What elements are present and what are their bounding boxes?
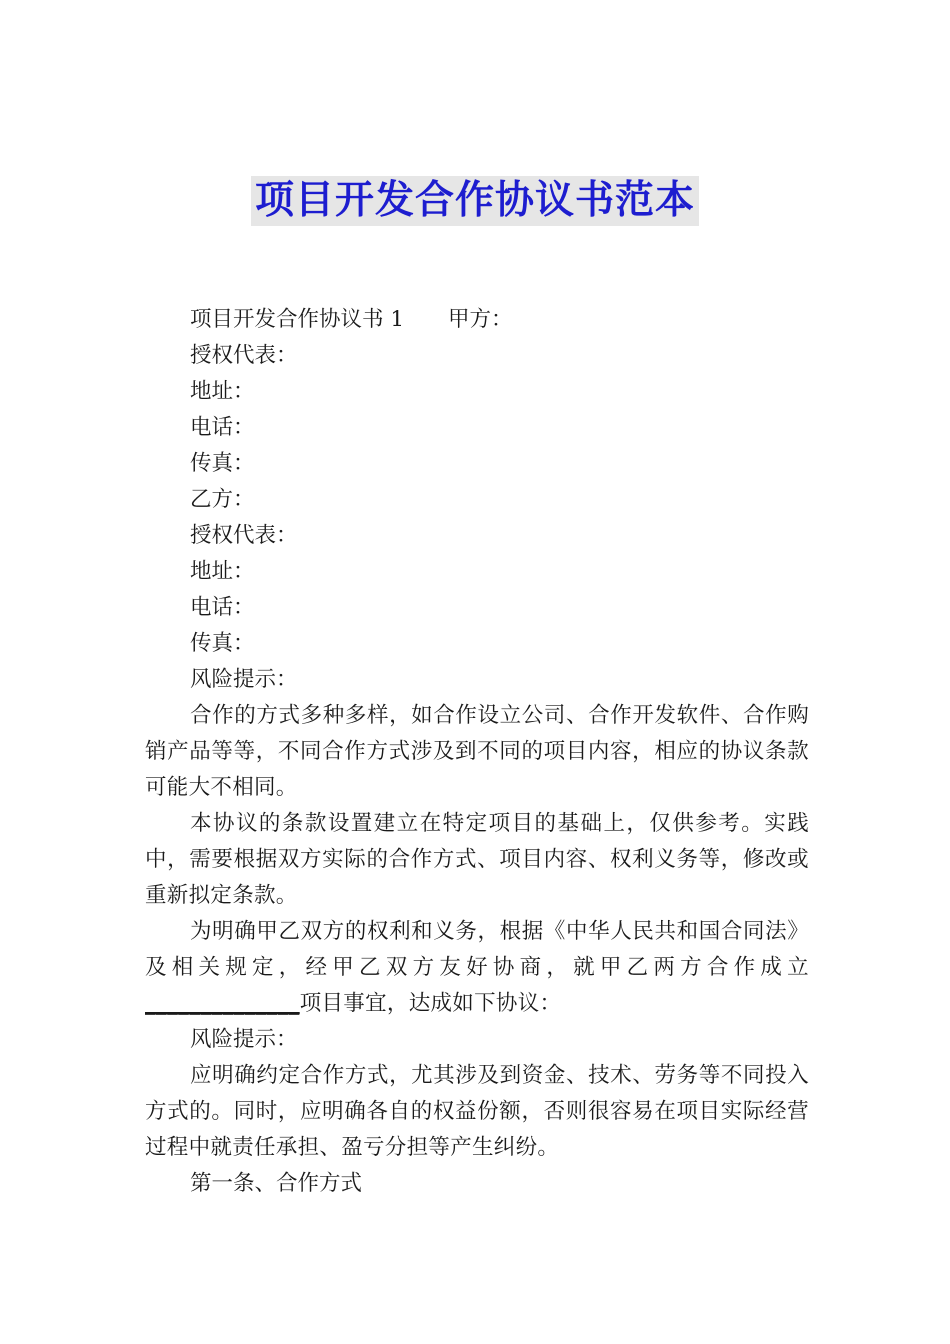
party-b-address: 地址：: [190, 559, 255, 584]
paragraph-cooperation-risk: 应明确约定合作方式，尤其涉及到资金、技术、劳务等不同投入方式的。同时，应明确各自的权益份额，否则很容易在项目实际经营过程中就责任承担、盈亏分担等产生纠纷。: [145, 1063, 809, 1160]
project-name-blank: ______________: [145, 991, 300, 1016]
title-container: [0, 176, 950, 226]
heading-line: [145, 302, 809, 338]
document-body: [145, 302, 809, 1202]
paragraph-reference-note: 本协议的条款设置建立在特定项目的基础上，仅供参考。实践中，需要根据双方实际的合作方式、项目内容、权利义务等，修改或重新拟定条款。: [145, 811, 809, 908]
document-title: 项目开发合作协议书范本: [251, 176, 699, 226]
article-1-heading: 第一条、合作方式: [190, 1171, 363, 1196]
risk-notice-heading-2: 风险提示：: [190, 1027, 298, 1052]
party-a-label: 甲方：: [448, 307, 513, 332]
agreement-label: 项目开发合作协议书 1: [190, 307, 405, 332]
risk-notice-heading: 风险提示：: [190, 667, 298, 692]
party-a-phone: 电话：: [190, 415, 255, 440]
party-b-phone: 电话：: [190, 595, 255, 620]
paragraph-agreement-preamble: [145, 914, 809, 1022]
party-b-representative: 授权代表：: [190, 523, 298, 548]
party-b-label: 乙方：: [190, 487, 255, 512]
preamble-text: 为明确甲乙双方的权利和义务，根据《中华人民共和国合同法》及相关规定，经甲乙双方友好协商，就甲乙两方合作成立: [145, 919, 809, 980]
party-a-address: 地址：: [190, 379, 255, 404]
paragraph-cooperation-methods: 合作的方式多种多样，如合作设立公司、合作开发软件、合作购销产品等等，不同合作方式涉及到不同的项目内容，相应的协议条款可能大不相同。: [145, 703, 809, 800]
party-b-fax: 传真：: [190, 631, 255, 656]
party-a-representative: 授权代表：: [190, 343, 298, 368]
preamble-ending: 项目事宜，达成如下协议：: [299, 991, 562, 1016]
party-a-fax: 传真：: [190, 451, 255, 476]
